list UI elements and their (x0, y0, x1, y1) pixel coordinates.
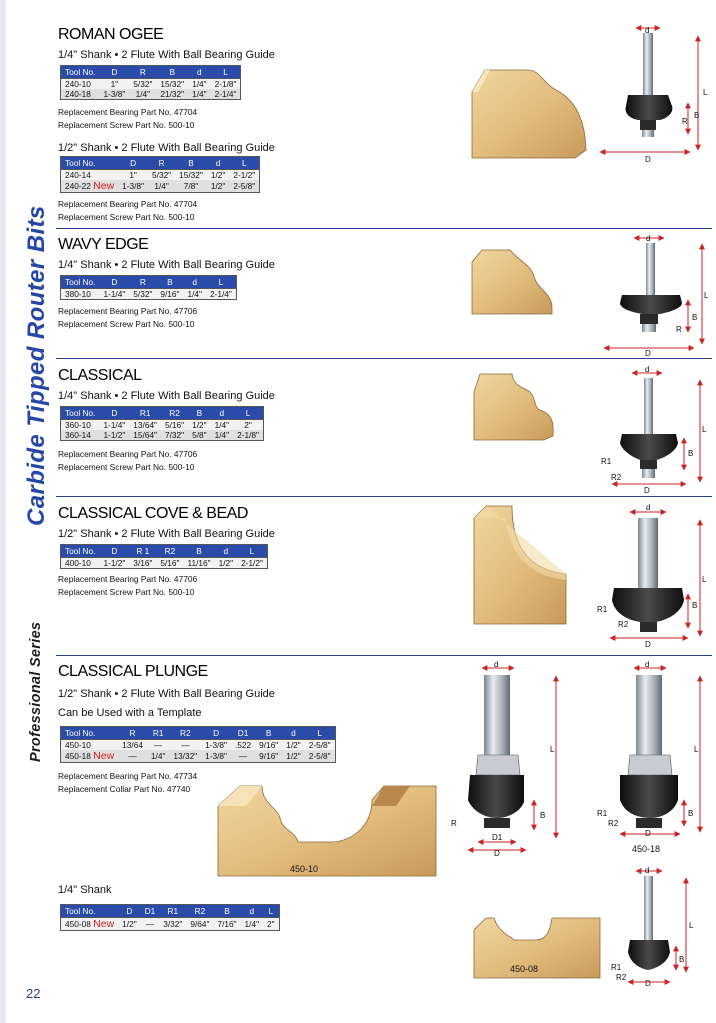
dim-label: d (645, 365, 650, 374)
dim-label: R2 (611, 473, 622, 482)
replacement-note: Replacement Screw Part No. 500-10 (58, 587, 195, 597)
dim-label: D (644, 486, 650, 495)
section-title: CLASSICAL PLUNGE (58, 663, 208, 680)
cell: 400-10 (61, 558, 100, 569)
cell: 1/4" (241, 918, 263, 931)
cell: 1/4" (148, 180, 175, 193)
cell: 1/2" (207, 180, 229, 193)
cell: — (169, 740, 201, 751)
col-header: B (156, 276, 183, 289)
cell: 1" (99, 79, 129, 90)
subtitle: 1/4" Shank (58, 884, 112, 896)
wood-caption: 450-10 (290, 864, 319, 874)
replacement-note: Replacement Bearing Part No. 47704 (58, 107, 198, 117)
cell: 13/64" (129, 420, 161, 431)
cell: 9/16" (255, 750, 282, 763)
subtitle: 1/4" Shank • 2 Flute With Ball Bearing Guide (58, 390, 275, 402)
col-header: R2 (156, 545, 183, 558)
cell: 1/2" (118, 918, 140, 931)
replacement-note: Replacement Screw Part No. 500-10 (58, 319, 195, 329)
tool-number: 240-22 (65, 181, 91, 191)
cell: 15/64" (129, 430, 161, 441)
catalog-title: Carbide Tipped Router Bits (23, 205, 50, 526)
dim-label: B (679, 955, 685, 964)
col-header: d (241, 905, 263, 918)
col-header: L (263, 905, 279, 918)
section-title: CLASSICAL COVE & BEAD (58, 505, 248, 522)
cell: 1-3/8" (118, 180, 148, 193)
dim-label: R1 (597, 605, 608, 614)
dim-label: L (703, 88, 708, 97)
replacement-note: Replacement Bearing Part No. 47706 (58, 449, 198, 459)
cell: 1/4" (129, 89, 156, 100)
dim-label: R2 (618, 620, 629, 629)
cell: 9/16" (255, 740, 282, 751)
col-header: L (206, 276, 236, 289)
cell: 1/2" (282, 740, 304, 751)
dim-label: R (676, 325, 682, 334)
cell: 240-10 (61, 79, 100, 90)
dim-label: B (692, 601, 698, 610)
replacement-note: Replacement Bearing Part No. 47706 (58, 306, 198, 316)
page-number: 22 (26, 986, 41, 1001)
wood-profile-450-08 (474, 918, 600, 978)
cell: 5/8" (188, 430, 210, 441)
tool-number: 450-18 (65, 751, 91, 761)
cell: 1/4" (188, 89, 210, 100)
cell: 13/32" (169, 750, 201, 763)
cell: 2-1/4" (206, 289, 236, 300)
cell: 9/64" (186, 918, 213, 931)
dim-label: B (540, 811, 546, 820)
cell: — (141, 918, 160, 931)
col-header: B (213, 905, 240, 918)
section-title: CLASSICAL (58, 367, 142, 384)
cell: 2-5/8" (229, 180, 259, 193)
dim-label: D (494, 849, 500, 858)
subtitle: 1/2" Shank • 2 Flute With Ball Bearing Guide (58, 528, 275, 540)
cell: 2-5/8" (305, 750, 335, 763)
new-badge: New (93, 750, 115, 762)
dim-label: B (692, 313, 698, 322)
col-header: D (118, 157, 148, 170)
dim-label: B (688, 809, 694, 818)
cell: 21/32" (156, 89, 188, 100)
dim-label: d (646, 503, 651, 512)
dim-label: R2 (616, 973, 627, 982)
dim-label: D (645, 349, 651, 358)
new-badge: New (93, 918, 115, 930)
col-header: D (201, 727, 231, 740)
dim-label: d (645, 660, 650, 669)
dim-label: D (645, 640, 651, 649)
col-header: R (118, 727, 147, 740)
dim-label: L (702, 425, 707, 434)
dim-label: R1 (611, 963, 622, 972)
col-header: R 1 (129, 545, 156, 558)
cell: 1-3/8" (201, 740, 231, 751)
col-header: R2 (169, 727, 201, 740)
col-header: d (211, 407, 233, 420)
cell: 7/16" (213, 918, 240, 931)
dim-label: R1 (597, 809, 608, 818)
col-header: Tool No. (61, 66, 100, 79)
col-header: B (175, 157, 207, 170)
wood-profile-classical (474, 374, 553, 440)
section-title: WAVY EDGE (58, 236, 149, 253)
cell: 1/4" (147, 750, 169, 763)
col-header: d (183, 276, 205, 289)
cell: 2" (233, 420, 263, 431)
col-header: R (129, 66, 156, 79)
bit-caption: 450-18 (632, 844, 661, 854)
replacement-note: Replacement Screw Part No. 500-10 (58, 120, 195, 130)
col-header: R2 (161, 407, 188, 420)
cell: 1-1/4" (99, 420, 129, 431)
dim-label: R (451, 819, 457, 828)
cell: 1/4" (211, 430, 233, 441)
replacement-note: Replacement Bearing Part No. 47706 (58, 574, 198, 584)
cell: 15/32" (175, 170, 207, 181)
col-header: L (305, 727, 335, 740)
router-bit-wavy-edge (604, 234, 709, 358)
col-header: B (183, 545, 214, 558)
replacement-note: Replacement Collar Part No. 47740 (58, 784, 191, 794)
cell: — (231, 750, 255, 763)
col-header: D (99, 66, 129, 79)
cell: 11/16" (183, 558, 214, 569)
cell: 3/32" (159, 918, 186, 931)
col-header: L (237, 545, 267, 558)
cell: 380-10 (61, 289, 100, 300)
col-header: D (99, 276, 129, 289)
col-header: R2 (186, 905, 213, 918)
router-bit-roman-ogee (600, 26, 708, 164)
col-header: Tool No. (61, 905, 119, 918)
col-header: B (156, 66, 188, 79)
col-header: B (255, 727, 282, 740)
col-header: R (148, 157, 175, 170)
cell: 7/32" (161, 430, 188, 441)
col-header: B (188, 407, 210, 420)
cell: 360-10 (61, 420, 100, 431)
col-header: R1 (159, 905, 186, 918)
col-header: R (129, 276, 156, 289)
cell: 1" (118, 170, 148, 181)
router-bit-450-08 (611, 866, 694, 988)
wood-profile-wavy-edge (472, 250, 552, 314)
series-name: Professional Series (28, 621, 44, 762)
cell: 9/16" (156, 289, 183, 300)
dim-label: D (645, 155, 651, 164)
new-badge: New (93, 180, 115, 192)
dim-label: d (645, 26, 650, 35)
subtitle: 1/2" Shank • 2 Flute With Ball Bearing Guide (58, 142, 275, 154)
cell: 1/4" (188, 79, 210, 90)
router-bit-450-10 (451, 660, 556, 858)
cell: 360-14 (61, 430, 100, 441)
cell: 2-1/2" (229, 170, 259, 181)
cell: .522 (231, 740, 255, 751)
cell: 2-1/2" (237, 558, 267, 569)
cell: 240-18 (61, 89, 100, 100)
replacement-note: Replacement Bearing Part No. 47704 (58, 199, 198, 209)
cell: 2-1/4" (211, 89, 241, 100)
cell: — (118, 750, 147, 763)
cell: 2-1/8" (211, 79, 241, 90)
replacement-note: Replacement Bearing Part No. 47734 (58, 771, 198, 781)
col-header: Tool No. (61, 727, 119, 740)
cell: 5/32" (129, 79, 156, 90)
col-header: Tool No. (61, 276, 100, 289)
dim-label: D (645, 829, 651, 838)
tool-number: 450-08 (65, 919, 91, 929)
cell: — (147, 740, 169, 751)
col-header: d (282, 727, 304, 740)
wood-profile-450-10 (218, 786, 436, 876)
cell: 3/16" (129, 558, 156, 569)
cell: 1-1/2" (99, 558, 129, 569)
cell: 5/32" (148, 170, 175, 181)
wood-profile-roman-ogee (472, 70, 586, 158)
col-header: L (233, 407, 263, 420)
dim-label: d (645, 866, 650, 875)
wood-caption: 450-08 (510, 964, 539, 974)
dim-label: L (704, 291, 709, 300)
subtitle: Can be Used with a Template (58, 707, 202, 719)
cell: 1/2" (215, 558, 237, 569)
dim-label: L (550, 745, 555, 754)
cell: 240-14 (61, 170, 119, 181)
cell: 1-3/8" (201, 750, 231, 763)
cell: 1/2" (207, 170, 229, 181)
router-bit-450-18 (597, 660, 700, 854)
router-bit-cove-bead (597, 503, 707, 649)
col-header: D (118, 905, 140, 918)
col-header: D1 (231, 727, 255, 740)
col-header: Tool No. (61, 407, 100, 420)
cell: 5/32" (129, 289, 156, 300)
col-header: D (99, 407, 129, 420)
dim-label: D1 (492, 833, 503, 842)
cell: 15/32" (156, 79, 188, 90)
cell: 1/2" (188, 420, 210, 431)
cell: 2" (263, 918, 279, 931)
cell: 1-3/8" (99, 89, 129, 100)
dim-label: B (694, 111, 700, 120)
dim-label: L (694, 745, 699, 754)
subtitle: 1/4" Shank • 2 Flute With Ball Bearing Guide (58, 259, 275, 271)
router-bit-classical (601, 365, 707, 495)
cell: 1/2" (282, 750, 304, 763)
cell: 2-5/8" (305, 740, 335, 751)
cell: 5/16" (161, 420, 188, 431)
dim-label: R2 (608, 819, 619, 828)
col-header: R1 (129, 407, 161, 420)
col-header: d (207, 157, 229, 170)
col-header: Tool No. (61, 157, 119, 170)
col-header: d (215, 545, 237, 558)
dim-label: R (682, 117, 688, 126)
wood-profile-cove-bead (474, 506, 566, 624)
cell: 1/4" (183, 289, 205, 300)
col-header: Tool No. (61, 545, 100, 558)
dim-label: L (702, 575, 707, 584)
section-title: ROMAN OGEE (58, 26, 164, 43)
col-header: L (229, 157, 259, 170)
cell: 5/16" (156, 558, 183, 569)
subtitle: 1/2" Shank • 2 Flute With Ball Bearing Guide (58, 688, 275, 700)
cell: 1/4" (211, 420, 233, 431)
replacement-note: Replacement Screw Part No. 500-10 (58, 212, 195, 222)
cell: 450-10 (61, 740, 119, 751)
col-header: d (188, 66, 210, 79)
replacement-note: Replacement Screw Part No. 500-10 (58, 462, 195, 472)
col-header: L (211, 66, 241, 79)
dim-label: d (494, 660, 499, 669)
dim-label: d (646, 234, 651, 243)
cell: 1-1/4" (99, 289, 129, 300)
dim-label: D (645, 979, 651, 988)
subtitle: 1/4" Shank • 2 Flute With Ball Bearing Guide (58, 49, 275, 61)
cell: 7/8" (175, 180, 207, 193)
dim-label: R1 (601, 457, 612, 466)
cell: 2-1/8" (233, 430, 263, 441)
cell: 1-1/2" (99, 430, 129, 441)
col-header: D1 (141, 905, 160, 918)
dim-label: L (689, 921, 694, 930)
col-header: R1 (147, 727, 169, 740)
col-header: D (99, 545, 129, 558)
dim-label: B (688, 449, 694, 458)
cell: 13/64 (118, 740, 147, 751)
